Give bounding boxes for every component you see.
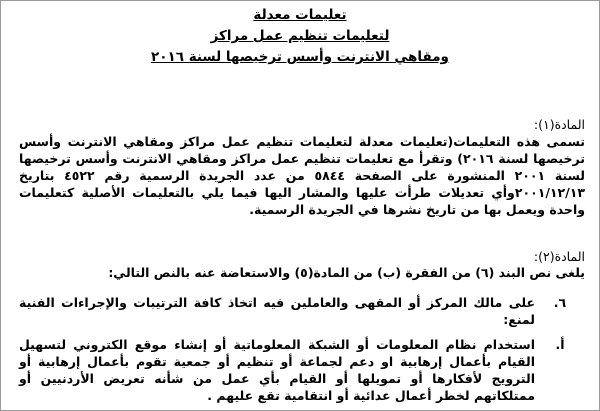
article-2-heading: المادة(٢): (533, 249, 585, 264)
title-line-1: تعليمات معدلة (253, 7, 347, 23)
list-item-6-text: على مالك المركز أو المقهى والعاملين فيه اتخاذ كافة الترتيبات والإجراءات الفنية لمنع: (19, 295, 535, 327)
title-line-2: لتعليمات تنظيم عمل مراكز (210, 28, 390, 44)
article-1-text: تسمى هذه التعليمات(تعليمات معدلة لتعليمات تنظيم عمل مراكز ومقاهي الانترنت وأسس ترخيصها لسنة ٢٠١٦) وتقرأ مع تعليمات تنظيم عمل مراكز ومقاهي الانترنت وأسس ترخيصها لسنة ٢٠٠١ المنشورة على الصفحة ٥٨٤٤ من عدد الجريدة الرسمية رقم ٤٥٢٢ بتاريخ ٢٠٠١/١٢/١٣وأي تعديلات طرأت عليها والمشار اليها فيما يلي بالتعليمات الأصلية كتعليمات واحدة ويعمل بها من تاريخ نشرها في الجريدة الرسمية. (19, 134, 585, 217)
list-item-a-number: أ. (555, 337, 565, 352)
list-item-a (19, 336, 585, 404)
list-item-a-text: استخدام نظام المعلومات أو الشبكة المعلوماتية أو إنشاء موقع الكتروني لتسهيل القيام بأعمال إرهابية او دعم لجماعة أو تنظيم أو جمعية تقوم بأعمال إرهابية أو الترويج لأفكارها أو تمويلها أو القيام بأي عمل من شأنه تعريض الأردنيين أو ممتلكاتهم لخطر أعمال عدائية أو انتقامية تقع عليهم . (19, 337, 535, 403)
list-item-6 (19, 294, 585, 328)
document-title (1, 5, 599, 68)
list-item-6-number: ٦. (553, 295, 567, 310)
article-2-text: يلغى نص البند (٦) من الفقرة (ب) من المادة(٥) والاستعاضة عنه بالنص التالي: (108, 265, 585, 280)
title-line-3: ومقاهي الانترنت وأسس ترخيصها لسنة ٢٠١٦ (151, 49, 449, 65)
article-1-heading: المادة(١): (533, 117, 585, 132)
